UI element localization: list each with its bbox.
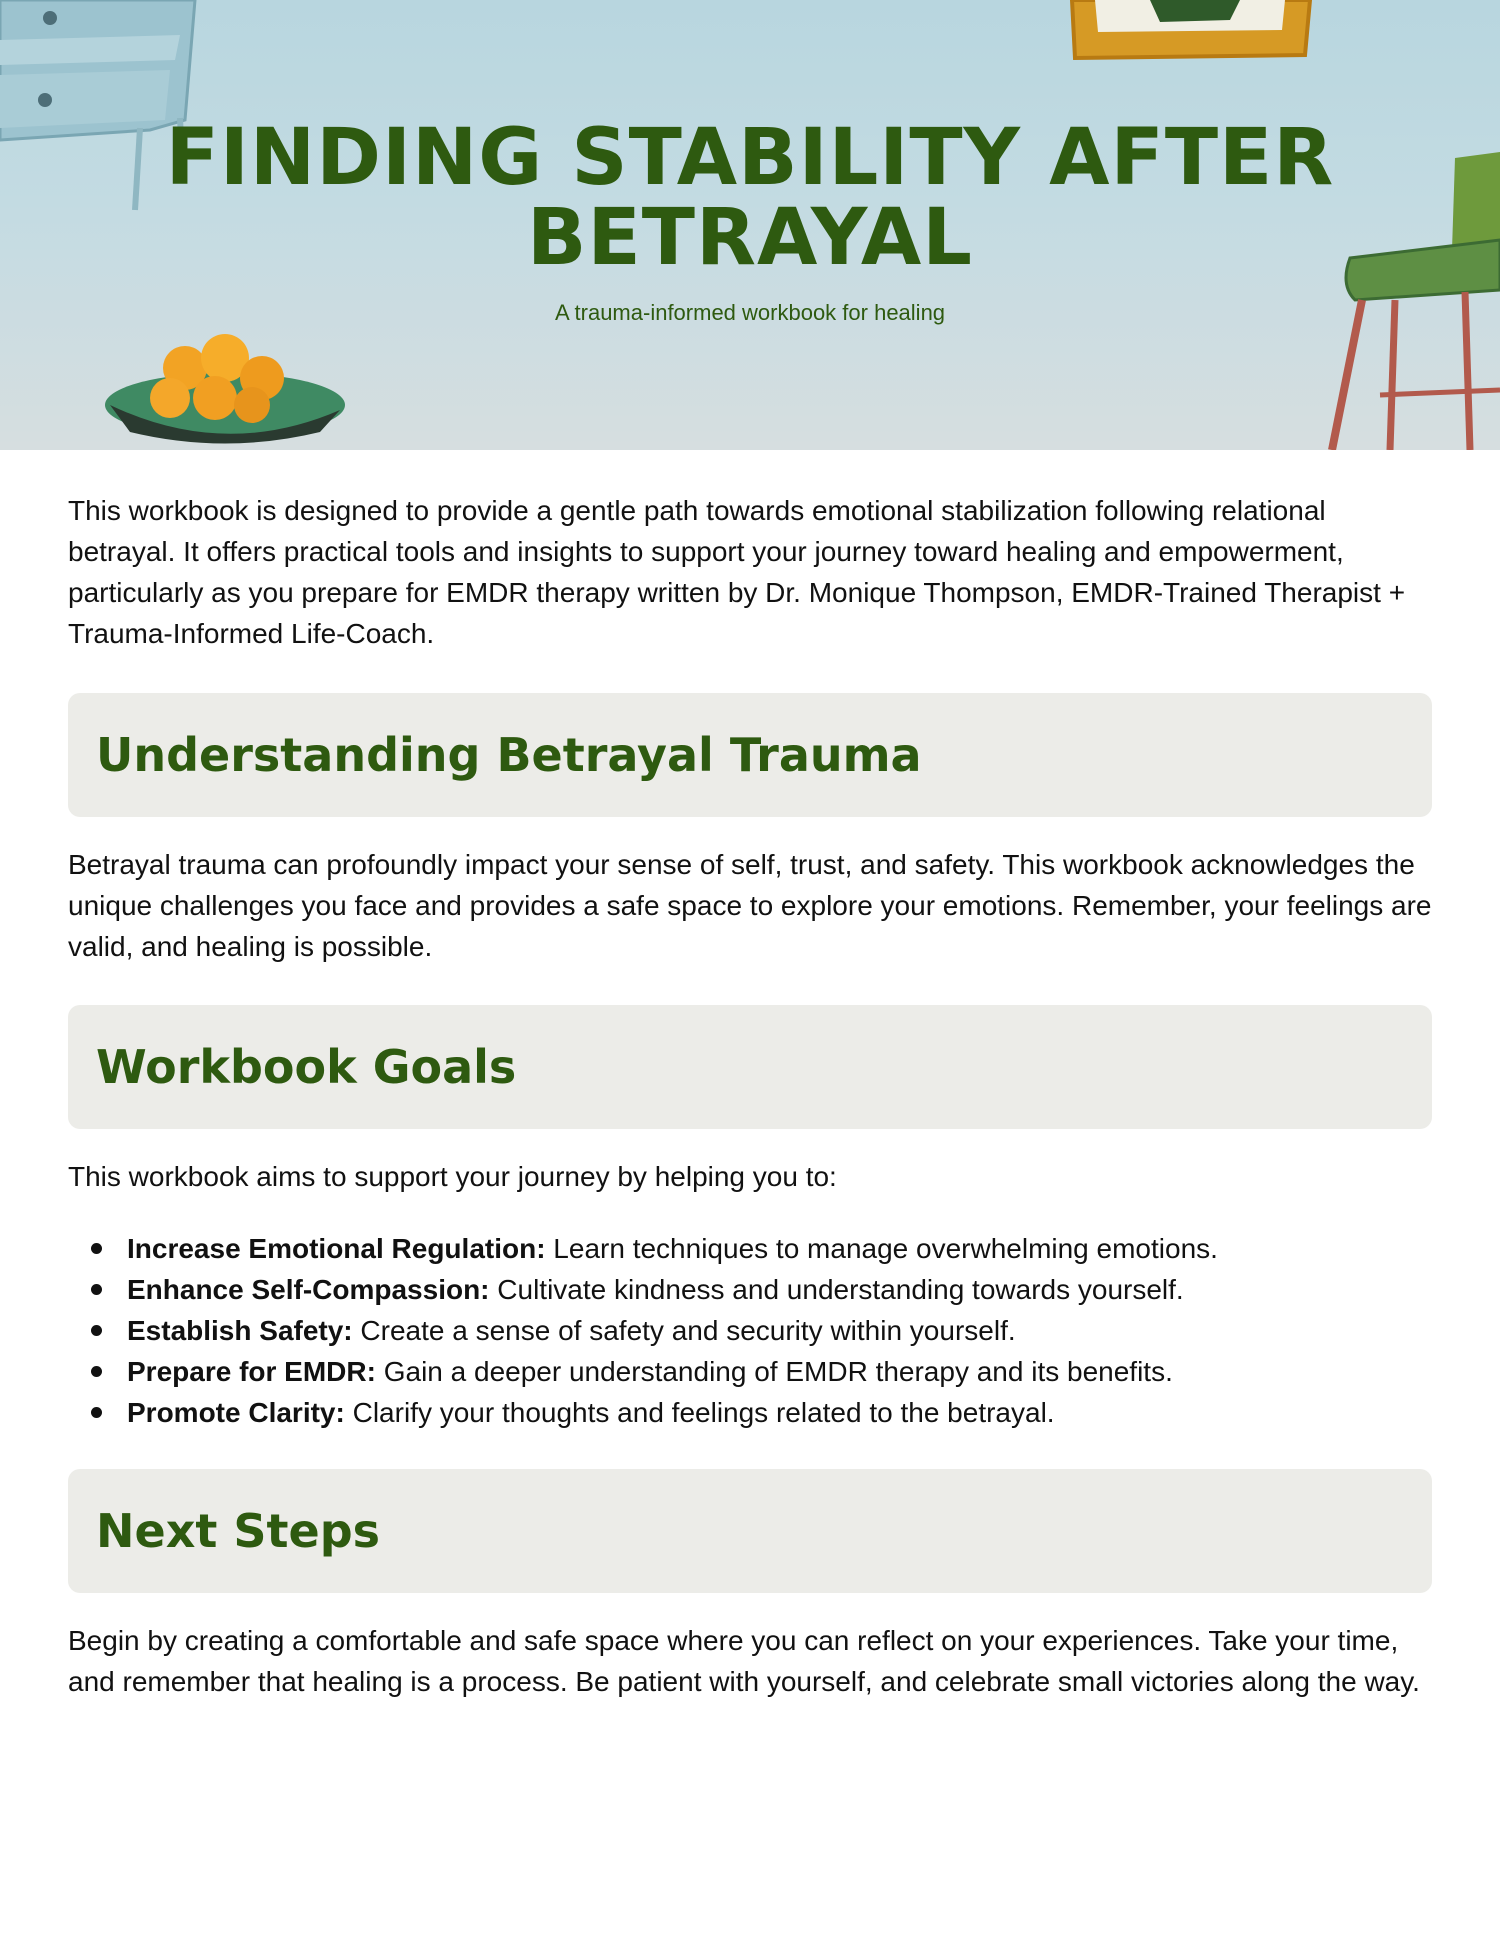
goal-text: Create a sense of safety and security within yourself. [352,1315,1016,1346]
list-item [68,1392,1432,1433]
section-heading-box [68,1469,1432,1593]
goal-text: Learn techniques to manage overwhelming emotions. [545,1233,1218,1264]
goal-label: Promote Clarity: [127,1397,345,1428]
goal-text: Cultivate kindness and understanding towards yourself. [489,1274,1184,1305]
section-heading-box [68,1005,1432,1129]
hero-banner [0,0,1500,450]
goals-intro: This workbook aims to support your journey by helping you to: [68,1161,837,1192]
picture-frame-illustration [1072,0,1310,58]
bullet-icon [91,1325,102,1336]
goals-list [68,1228,1432,1433]
goal-label: Increase Emotional Regulation: [127,1233,546,1264]
document-body [68,490,1432,1702]
goal-label: Establish Safety: [127,1315,353,1346]
bullet-icon [91,1243,102,1254]
goal-label: Enhance Self-Compassion: [127,1274,490,1305]
next-steps-section [68,1469,1432,1702]
section-heading-box [68,693,1432,817]
page-title: FINDING STABILITY AFTER BETRAYAL [165,113,1335,283]
section-heading-next-steps: Next Steps [96,1504,380,1558]
section-heading-goals: Workbook Goals [96,1040,517,1094]
bullet-icon [91,1366,102,1377]
page-subtitle: A trauma-informed workbook for healing [554,300,946,325]
list-item [68,1269,1432,1310]
goal-label: Prepare for EMDR: [127,1356,376,1387]
intro-paragraph: This workbook is designed to provide a gentle path towards emotional stabilization following relational betrayal. It offers practical tools and insights to support your journey toward healing and empowerment, particularly as you prepare for EMDR therapy written by Dr. Monique Thompson, EMDR-Trained Therapist + Trauma-Informed Life-Coach. [68,495,1406,649]
goal-text: Gain a deeper understanding of EMDR therapy and its benefits. [375,1356,1173,1387]
bullet-icon [91,1407,102,1418]
section-heading-understanding: Understanding Betrayal Trauma [96,728,922,782]
list-item [68,1351,1432,1392]
goal-text: Clarify your thoughts and feelings related to the betrayal. [344,1397,1055,1428]
fruit-bowl-illustration [105,334,345,444]
next-steps-paragraph: Begin by creating a comfortable and safe space where you can reflect on your experiences. Take your time, and remember that healing is a process. Be patient with yourself, and celebrate small victories along the way. [68,1625,1420,1697]
understanding-paragraph: Betrayal trauma can profoundly impact your sense of self, trust, and safety. This workbook acknowledges the unique challenges you face and provides a safe space to explore your emotions. Remember, your feelings are valid, and healing is possible. [68,849,1432,962]
bullet-icon [91,1284,102,1295]
understanding-section [68,693,1432,967]
list-item [68,1228,1432,1269]
goals-section [68,1005,1432,1433]
list-item [68,1310,1432,1351]
